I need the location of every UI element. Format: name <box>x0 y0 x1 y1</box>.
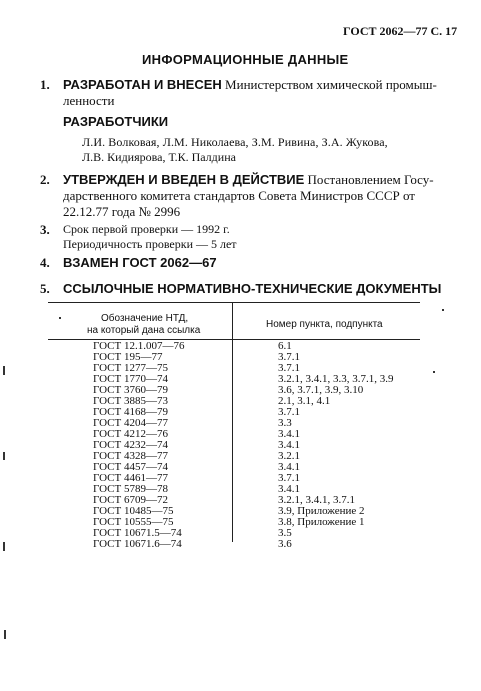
table-cell-reference: ГОСТ 6709—72 <box>93 494 168 506</box>
table-cell-reference: ГОСТ 10485—75 <box>93 505 174 517</box>
scan-mark <box>4 630 6 639</box>
table-cell-reference: ГОСТ 4457—74 <box>93 461 168 473</box>
section-2-number: 2. <box>40 172 50 187</box>
table-cell-point: 3.6, 3.7.1, 3.9, 3.10 <box>278 384 364 396</box>
table-cell-point: 3.4.1 <box>278 483 300 495</box>
table-cell-point: 3.7.1 <box>278 406 300 418</box>
table-cell-reference: ГОСТ 12.1.007—76 <box>93 340 185 352</box>
table-cell-reference: ГОСТ 4168—79 <box>93 406 168 418</box>
table-cell-point: 3.5 <box>278 527 292 539</box>
section-4-text: ВЗАМЕН ГОСТ 2062—67 <box>63 255 217 270</box>
table-cell-point: 6.1 <box>278 340 292 352</box>
section-1-text: Министерством химической промыш- <box>225 77 437 92</box>
table-cell-reference: ГОСТ 4204—77 <box>93 417 168 429</box>
table-cell-point: 2.1, 3.1, 4.1 <box>278 395 331 407</box>
scan-mark <box>442 309 444 311</box>
table-cell-point: 3.8, Приложение 1 <box>278 516 365 528</box>
table-cell-reference: ГОСТ 3760—79 <box>93 384 168 396</box>
scan-mark <box>3 452 5 460</box>
table-cell-reference: ГОСТ 10555—75 <box>93 516 174 528</box>
scan-mark <box>3 366 5 375</box>
section-1-number: 1. <box>40 77 50 92</box>
table-cell-point: 3.2.1 <box>278 450 300 462</box>
table-cell-reference: ГОСТ 4461—77 <box>93 472 168 484</box>
section-1-heading: РАЗРАБОТАН И ВНЕСЕН <box>63 77 222 92</box>
table-cell-point: 3.4.1 <box>278 428 300 440</box>
table-col2-header: Номер пункта, подпункта <box>266 319 383 330</box>
table-cell-point: 3.3 <box>278 417 292 429</box>
developers-heading: РАЗРАБОТЧИКИ <box>63 114 169 129</box>
scan-mark <box>433 371 435 373</box>
table-cell-reference: ГОСТ 10671.5—74 <box>93 527 182 539</box>
table-cell-reference: ГОСТ 5789—78 <box>93 483 168 495</box>
table-col1-header-line-1: Обозначение НТД, <box>101 313 189 324</box>
section-2-line-2: дарственного комитета стандартов Совета Министров СССР от <box>63 188 415 203</box>
table-row <box>93 538 292 550</box>
table-cell-point: 3.6 <box>278 538 292 550</box>
table-cell-point: 3.2.1, 3.4.1, 3.7.1 <box>278 494 355 506</box>
section-3-line-2: Периодичность проверки — 5 лет <box>63 237 237 251</box>
table-cell-point: 3.2.1, 3.4.1, 3.3, 3.7.1, 3.9 <box>278 373 394 385</box>
table-cell-reference: ГОСТ 1770—74 <box>93 373 168 385</box>
table-col1-header-line-2: на который дана ссылка <box>87 325 201 336</box>
scan-mark <box>59 317 61 319</box>
section-1-line-2: ленности <box>63 93 115 108</box>
developers-names-line-1: Л.И. Волковая, Л.М. Николаева, З.М. Ривина, З.А. Жукова, <box>82 135 388 149</box>
table-cell-reference: ГОСТ 4212—76 <box>93 428 168 440</box>
table-cell-point: 3.7.1 <box>278 362 300 374</box>
section-5-text: ССЫЛОЧНЫЕ НОРМАТИВНО-ТЕХНИЧЕСКИЕ ДОКУМЕНТЫ <box>63 281 442 296</box>
table-cell-point: 3.7.1 <box>278 472 300 484</box>
section-1-line-1 <box>63 77 437 93</box>
table-cell-reference: ГОСТ 10671.6—74 <box>93 538 182 550</box>
table-cell-reference: ГОСТ 3885—73 <box>93 395 168 407</box>
section-5-number: 5. <box>40 281 50 296</box>
table-cell-reference: ГОСТ 195—77 <box>93 351 163 363</box>
section-3-number: 3. <box>40 222 50 237</box>
developers-names-line-2: Л.В. Кидиярова, Т.К. Палдина <box>82 150 236 164</box>
table-top-rule <box>48 302 420 303</box>
section-4-number: 4. <box>40 255 50 270</box>
table-cell-reference: ГОСТ 1277—75 <box>93 362 168 374</box>
section-2-line-3: 22.12.77 года № 2996 <box>63 204 181 219</box>
page-header-reference: ГОСТ 2062—77 С. 17 <box>343 24 458 38</box>
section-3-line-1: Срок первой проверки — 1992 г. <box>63 222 230 236</box>
section-2-text: Постановлением Госу- <box>307 172 434 187</box>
section-2-line-1 <box>63 172 434 188</box>
section-2-heading: УТВЕРЖДЕН И ВВЕДЕН В ДЕЙСТВИЕ <box>63 172 305 187</box>
table-cell-point: 3.9, Приложение 2 <box>278 505 365 517</box>
table-cell-point: 3.4.1 <box>278 439 300 451</box>
table-cell-point: 3.7.1 <box>278 351 300 363</box>
page-title: ИНФОРМАЦИОННЫЕ ДАННЫЕ <box>142 52 349 67</box>
table-cell-reference: ГОСТ 4232—74 <box>93 439 168 451</box>
table-cell-point: 3.4.1 <box>278 461 300 473</box>
scan-mark <box>3 542 5 551</box>
table-cell-reference: ГОСТ 4328—77 <box>93 450 168 462</box>
